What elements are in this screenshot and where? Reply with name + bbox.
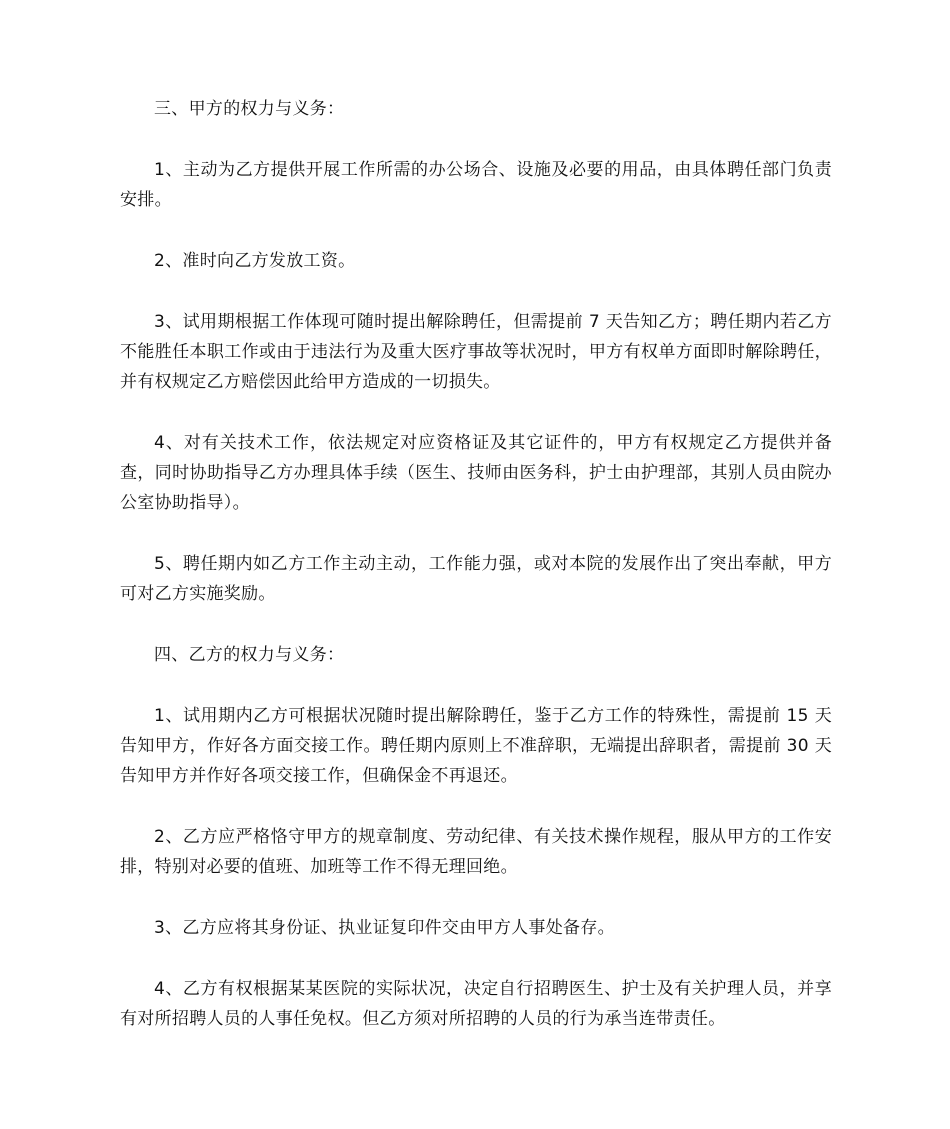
section-heading-party-a: 三、甲方的权力与义务：	[154, 99, 345, 119]
party-a-clause-1: 1、主动为乙方提供开展工作所需的办公场合、设施及必要的用品，由具体聘任部门负责安排。	[120, 160, 832, 210]
party-a-clause-3: 3、试用期根据工作体现可随时提出解除聘任，但需提前 7 天告知乙方；聘任期内若乙方不能胜任本职工作或由于违法行为及重大医疗事故等状况时，甲方有权单方面即时解除聘任，并有权规定乙方赔偿因此给甲方造成的一切损失。	[120, 312, 832, 392]
party-b-clause-1: 1、试用期内乙方可根据状况随时提出解除聘任，鉴于乙方工作的特殊性，需提前 15 天告知甲方，作好各方面交接工作。聘任期内原则上不准辞职，无端提出辞职者，需提前 30 天告知甲方并作好各项交接工作，但确保金不再退还。	[120, 706, 832, 786]
party-a-clause-2: 2、准时向乙方发放工资。	[154, 251, 356, 271]
document-body	[120, 94, 832, 1065]
section-heading-party-b: 四、乙方的权力与义务：	[154, 645, 345, 665]
party-a-clause-5: 5、聘任期内如乙方工作主动主动，工作能力强，或对本院的发展作出了突出奉献，甲方可对乙方实施奖励。	[120, 554, 832, 604]
party-a-clause-4: 4、对有关技术工作，依法规定对应资格证及其它证件的，甲方有权规定乙方提供并备查，同时协助指导乙方办理具体手续（医生、技师由医务科，护士由护理部，其别人员由院办公室协助指导）。	[120, 433, 832, 513]
party-b-clause-2: 2、乙方应严格恪守甲方的规章制度、劳动纪律、有关技术操作规程，服从甲方的工作安排，特别对必要的值班、加班等工作不得无理回绝。	[120, 827, 832, 877]
party-b-clause-3: 3、乙方应将其身份证、执业证复印件交由甲方人事处备存。	[154, 918, 615, 938]
party-b-clause-4: 4、乙方有权根据某某医院的实际状况，决定自行招聘医生、护士及有关护理人员，并享有对所招聘人员的人事任免权。但乙方须对所招聘的人员的行为承当连带责任。	[120, 979, 832, 1029]
